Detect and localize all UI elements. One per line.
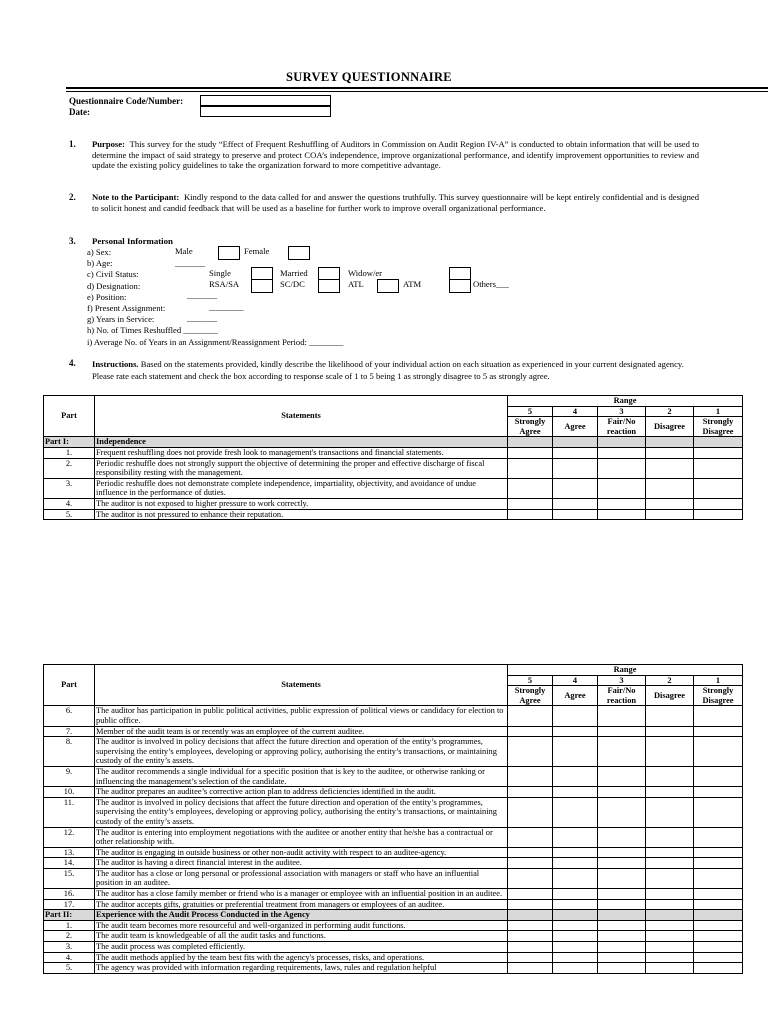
title-rule-thin	[66, 91, 768, 92]
row-number: 4.	[44, 952, 95, 963]
row-number: 15.	[44, 868, 95, 888]
rating-cell[interactable]	[508, 899, 553, 910]
rating-cell[interactable]	[598, 963, 646, 974]
rating-cell[interactable]	[508, 726, 553, 737]
rating-cell[interactable]	[508, 963, 553, 974]
rating-cell[interactable]	[598, 847, 646, 858]
rating-cell[interactable]	[553, 737, 598, 767]
scale-label-strongly-agree: Strongly Agree	[508, 417, 553, 437]
rating-cell[interactable]	[508, 952, 553, 963]
rating-cell[interactable]	[553, 766, 598, 786]
section-2-text: Kindly respond to the data called for and answer the questions truthfully. This survey questionnaire will be kept entirely confidential and is designed to solicit honest and candid feedback that will be used as a baseline for further work to improve overall organizational performance.	[92, 192, 700, 213]
row-number: 5.	[44, 509, 95, 520]
row-number: 14.	[44, 858, 95, 869]
rating-cell[interactable]	[553, 858, 598, 869]
rating-cell[interactable]	[598, 726, 646, 737]
table-row	[44, 797, 743, 827]
row-number: 12.	[44, 827, 95, 847]
female-checkbox[interactable]	[288, 246, 310, 260]
rating-cell	[553, 910, 598, 921]
rating-cell	[646, 910, 694, 921]
statement-text: The auditor is involved in policy decisions that affect the future direction and operation of the entity’s programmes, supervising the entity’s employees, developing or approving policy, authorising the entity’s transactions, or maintaining custody of the entity’s assets.	[95, 797, 508, 827]
statements-header: Statements	[95, 396, 508, 437]
rating-cell[interactable]	[694, 931, 743, 942]
row-number: 1.	[44, 447, 95, 458]
pi-item-designation: d) Designation:	[87, 280, 141, 291]
rating-cell[interactable]	[694, 868, 743, 888]
rating-cell[interactable]	[694, 858, 743, 869]
statement-text: The auditor is entering into employment negotiations with the auditee or another entity that he/she has a contractual or other relationship with.	[95, 827, 508, 847]
rating-cell	[598, 910, 646, 921]
section-3-heading: Personal Information	[92, 236, 173, 246]
scale-label-strongly-disagree: Strongly Disagree	[694, 686, 743, 706]
rating-cell[interactable]	[694, 889, 743, 900]
pi-item-years: g) Years in Service:	[87, 314, 155, 325]
table-row	[44, 931, 743, 942]
page-title: SURVEY QUESTIONNAIRE	[286, 70, 452, 84]
age-line: _______	[175, 258, 206, 268]
row-number: 3.	[44, 478, 95, 498]
rating-cell[interactable]	[598, 931, 646, 942]
rating-cell[interactable]	[598, 766, 646, 786]
section-1-purpose	[92, 139, 699, 171]
rating-cell	[694, 910, 743, 921]
rating-cell[interactable]	[508, 847, 553, 858]
rating-cell[interactable]	[553, 447, 598, 458]
rating-cell[interactable]	[646, 458, 694, 478]
table-row	[44, 458, 743, 478]
rating-cell[interactable]	[553, 920, 598, 931]
rating-cell[interactable]	[646, 942, 694, 953]
rating-cell[interactable]	[598, 509, 646, 520]
date-input[interactable]	[200, 106, 331, 117]
table-row	[44, 766, 743, 786]
rating-cell[interactable]	[598, 942, 646, 953]
row-number: 3.	[44, 942, 95, 953]
pi-item-assignment: f) Present Assignment:	[87, 303, 166, 314]
rating-cell[interactable]	[694, 478, 743, 498]
scale-label-strongly-disagree: Strongly Disagree	[694, 417, 743, 437]
row-number: 9.	[44, 766, 95, 786]
rating-cell	[598, 437, 646, 448]
rating-cell[interactable]	[646, 737, 694, 767]
rating-cell[interactable]	[598, 827, 646, 847]
part-row	[44, 910, 743, 921]
statement-text: The auditor has participation in public political activities, public expression of political views or candidacy for election to public office.	[95, 706, 508, 726]
rating-cell[interactable]	[553, 498, 598, 509]
pi-item-average: i) Average No. of Years in an Assignment/Reassignment Period: ________	[87, 336, 344, 347]
statement-text: The auditor recommends a single individual for a specific position that is key to the auditee, or otherwise ranking or influencing the management’s selection of the candidate.	[95, 766, 508, 786]
statement-text: The audit team is knowledgeable of all the audit tasks and functions.	[95, 931, 508, 942]
scale-1: 1	[694, 406, 743, 417]
statement-text: The auditor prepares an auditee’s corrective action plan to address deficiencies identified in the audit.	[95, 787, 508, 798]
rating-cell	[508, 437, 553, 448]
section-3-number: 3.	[69, 236, 76, 246]
table-row	[44, 787, 743, 798]
table-row	[44, 847, 743, 858]
statement-text: The audit team becomes more resourceful and well-organized in performing audit functions.	[95, 920, 508, 931]
section-1-number: 1.	[69, 139, 76, 149]
widow-label: Widow/er	[348, 268, 383, 278]
scdc-label: SC/DC	[280, 279, 305, 289]
table-row	[44, 726, 743, 737]
rating-cell[interactable]	[646, 726, 694, 737]
rating-cell[interactable]	[646, 963, 694, 974]
rating-cell[interactable]	[553, 931, 598, 942]
rating-cell[interactable]	[694, 797, 743, 827]
rating-cell[interactable]	[553, 706, 598, 726]
row-number: 8.	[44, 737, 95, 767]
statement-text: The auditor is involved in policy decisions that affect the future direction and operation of the entity’s programmes, supervising the entity’s employees, developing or approving policy, authorising the entity’s transactions, or maintaining custody of the entity’s assets.	[95, 737, 508, 767]
rating-cell[interactable]	[694, 458, 743, 478]
section-1-text: This survey for the study “Effect of Frequent Reshuffling of Auditors in Commission on Audit Region IV-A” is conducted to obtain information that will be used to determine the impact of said strategy to preserve and protect COA’s independence, improve organizational performance, and identify improvement opportunities to review and update the existing policy guidelines to take the organization forward to more competitive advantage.	[92, 139, 699, 170]
table-row	[44, 963, 743, 974]
survey-table-2	[43, 664, 743, 974]
statement-text: The auditor has a close family member or friend who is a manager or employee with an influential position in an auditee.	[95, 889, 508, 900]
rating-cell[interactable]	[553, 952, 598, 963]
rating-cell[interactable]	[598, 868, 646, 888]
rating-cell[interactable]	[694, 952, 743, 963]
rating-cell[interactable]	[694, 509, 743, 520]
scale-2: 2	[646, 675, 694, 686]
section-4-number: 4.	[69, 358, 76, 368]
scale-5: 5	[508, 675, 553, 686]
rating-cell[interactable]	[553, 787, 598, 798]
rating-cell[interactable]	[508, 868, 553, 888]
position-line: _______	[187, 290, 218, 300]
rating-cell[interactable]	[694, 706, 743, 726]
rating-cell[interactable]	[553, 458, 598, 478]
row-number: 16.	[44, 889, 95, 900]
rating-cell[interactable]	[694, 498, 743, 509]
title-rule	[66, 87, 768, 89]
rating-cell[interactable]	[646, 952, 694, 963]
rating-cell[interactable]	[646, 706, 694, 726]
rating-cell[interactable]	[646, 847, 694, 858]
statement-text: Member of the audit team is or recently was an employee of the current auditee.	[95, 726, 508, 737]
rating-cell[interactable]	[694, 726, 743, 737]
rating-cell[interactable]	[598, 920, 646, 931]
statement-text: Periodic reshuffle does not demonstrate complete independence, impartiality, objectivity, and avoidance of undue influence in the performance of duties.	[95, 478, 508, 498]
female-label: Female	[244, 246, 270, 256]
rating-cell	[553, 437, 598, 448]
rating-cell[interactable]	[598, 706, 646, 726]
pi-item-civil: c) Civil Status:	[87, 269, 139, 280]
range-header: Range	[508, 396, 743, 407]
row-number: 4.	[44, 498, 95, 509]
rating-cell[interactable]	[553, 963, 598, 974]
rating-cell[interactable]	[553, 868, 598, 888]
rating-cell[interactable]	[646, 827, 694, 847]
table-row	[44, 920, 743, 931]
table-row	[44, 498, 743, 509]
assignment-line: ________	[209, 302, 244, 312]
range-header: Range	[508, 665, 743, 676]
rating-cell[interactable]	[553, 889, 598, 900]
table-row	[44, 889, 743, 900]
statement-text: Periodic reshuffle does not strongly support the objective of determining the proper and effective discharge of fiscal responsibility resting with the management.	[95, 458, 508, 478]
rating-cell[interactable]	[598, 458, 646, 478]
rating-cell[interactable]	[646, 931, 694, 942]
male-label: Male	[175, 246, 193, 256]
row-number: 13.	[44, 847, 95, 858]
scale-label-strongly-agree: Strongly Agree	[508, 686, 553, 706]
scale-label-fair: Fair/No reaction	[598, 686, 646, 706]
pi-item-age: b) Age:	[87, 258, 113, 269]
statement-text: The auditor is engaging in outside business or other non-audit activity with respect to an auditee-agency.	[95, 847, 508, 858]
rating-cell[interactable]	[646, 787, 694, 798]
rating-cell[interactable]	[694, 827, 743, 847]
table-row	[44, 509, 743, 520]
rating-cell[interactable]	[598, 797, 646, 827]
scale-5: 5	[508, 406, 553, 417]
rating-cell[interactable]	[598, 478, 646, 498]
table-row	[44, 858, 743, 869]
rating-cell[interactable]	[694, 447, 743, 458]
scale-label-disagree: Disagree	[646, 686, 694, 706]
single-label: Single	[209, 268, 231, 278]
rating-cell[interactable]	[508, 889, 553, 900]
section-1-heading: Purpose:	[92, 139, 125, 149]
row-number: Part II:	[44, 910, 95, 921]
rating-cell[interactable]	[694, 766, 743, 786]
row-number: 7.	[44, 726, 95, 737]
table-row	[44, 942, 743, 953]
rating-cell[interactable]	[553, 797, 598, 827]
scale-3: 3	[598, 406, 646, 417]
rating-cell[interactable]	[646, 920, 694, 931]
married-label: Married	[280, 268, 308, 278]
statement-text: The agency was provided with information regarding requirements, laws, rules and regulation helpful	[95, 963, 508, 974]
rating-cell[interactable]	[598, 737, 646, 767]
rating-cell[interactable]	[508, 920, 553, 931]
rating-cell[interactable]	[646, 797, 694, 827]
rating-cell[interactable]	[694, 847, 743, 858]
section-4-text: Based on the statements provided, kindly describe the likelihood of your individual action on each situation as experienced in your current designated agency. Please rate each statement and check the box according to response scale of 1 to 5 being 1 as strongly disagree to 5 as strongly agree.	[92, 359, 684, 381]
rating-cell[interactable]	[598, 889, 646, 900]
part-title: Experience with the Audit Process Conducted in the Agency	[95, 910, 508, 921]
rating-cell[interactable]	[508, 447, 553, 458]
rating-cell[interactable]	[508, 797, 553, 827]
part-header: Part	[44, 396, 95, 437]
rating-cell[interactable]	[646, 447, 694, 458]
row-number: Part I:	[44, 437, 95, 448]
scale-label-fair: Fair/No reaction	[598, 417, 646, 437]
pi-item-reshuffled: h) No. of Times Reshuffled ________	[87, 325, 218, 336]
date-label: Date:	[69, 107, 90, 117]
others-label: Others___	[473, 279, 509, 289]
scale-2: 2	[646, 406, 694, 417]
survey-table-1	[43, 395, 743, 520]
row-number: 6.	[44, 706, 95, 726]
section-2-number: 2.	[69, 192, 76, 202]
statement-text: The auditor accepts gifts, gratuities or preferential treatment from managers or employees of an auditee.	[95, 899, 508, 910]
rating-cell[interactable]	[646, 766, 694, 786]
rating-cell	[646, 437, 694, 448]
atm-label: ATM	[403, 279, 422, 289]
rating-cell[interactable]	[694, 920, 743, 931]
rating-cell[interactable]	[646, 889, 694, 900]
part-row	[44, 437, 743, 448]
atl-label: ATL	[348, 279, 364, 289]
row-number: 11.	[44, 797, 95, 827]
scale-3: 3	[598, 675, 646, 686]
rating-cell[interactable]	[646, 509, 694, 520]
rating-cell[interactable]	[508, 737, 553, 767]
rating-cell[interactable]	[508, 858, 553, 869]
statement-text: The auditor is having a direct financial interest in the auditee.	[95, 858, 508, 869]
rating-cell[interactable]	[646, 858, 694, 869]
scale-label-disagree: Disagree	[646, 417, 694, 437]
rating-cell[interactable]	[694, 942, 743, 953]
rating-cell[interactable]	[508, 827, 553, 847]
statements-header: Statements	[95, 665, 508, 706]
rating-cell[interactable]	[553, 509, 598, 520]
scale-label-agree: Agree	[553, 417, 598, 437]
rating-cell[interactable]	[553, 827, 598, 847]
row-number: 1.	[44, 920, 95, 931]
rating-cell[interactable]	[508, 478, 553, 498]
rating-cell[interactable]	[646, 498, 694, 509]
rating-cell[interactable]	[598, 899, 646, 910]
table-row	[44, 952, 743, 963]
rating-cell[interactable]	[508, 458, 553, 478]
rating-cell[interactable]	[553, 942, 598, 953]
rating-cell[interactable]	[508, 509, 553, 520]
table-row	[44, 827, 743, 847]
row-number: 10.	[44, 787, 95, 798]
rating-cell[interactable]	[508, 498, 553, 509]
section-4-heading: Instructions.	[92, 359, 139, 369]
rating-cell[interactable]	[553, 726, 598, 737]
rating-cell[interactable]	[598, 952, 646, 963]
rating-cell[interactable]	[598, 858, 646, 869]
rating-cell[interactable]	[508, 942, 553, 953]
statement-text: The auditor is not exposed to higher pressure to work correctly.	[95, 498, 508, 509]
part-header: Part	[44, 665, 95, 706]
row-number: 5.	[44, 963, 95, 974]
atl-checkbox[interactable]	[377, 279, 399, 293]
rating-cell[interactable]	[598, 787, 646, 798]
scale-4: 4	[553, 406, 598, 417]
table-row	[44, 447, 743, 458]
table-row	[44, 868, 743, 888]
part-title: Independence	[95, 437, 508, 448]
rating-cell[interactable]	[694, 963, 743, 974]
rsa-label: RSA/SA	[209, 279, 240, 289]
atm-checkbox[interactable]	[449, 279, 471, 293]
rating-cell[interactable]	[508, 766, 553, 786]
row-number: 2.	[44, 931, 95, 942]
rsa-checkbox[interactable]	[251, 279, 273, 293]
section-2-heading: Note to the Participant:	[92, 192, 180, 202]
scdc-checkbox[interactable]	[318, 279, 340, 293]
table-row	[44, 737, 743, 767]
rating-cell	[694, 437, 743, 448]
table-row	[44, 706, 743, 726]
rating-cell[interactable]	[553, 847, 598, 858]
scale-4: 4	[553, 675, 598, 686]
pi-item-sex: a) Sex:	[87, 247, 112, 257]
years-line: _______	[187, 313, 218, 323]
rating-cell	[508, 910, 553, 921]
section-4-instructions	[92, 358, 699, 382]
rating-cell[interactable]	[508, 787, 553, 798]
rating-cell[interactable]	[553, 478, 598, 498]
rating-cell[interactable]	[694, 899, 743, 910]
pi-item-position: e) Position:	[87, 291, 127, 302]
rating-cell[interactable]	[553, 899, 598, 910]
row-number: 17.	[44, 899, 95, 910]
scale-label-agree: Agree	[553, 686, 598, 706]
rating-cell[interactable]	[646, 868, 694, 888]
rating-cell[interactable]	[694, 787, 743, 798]
rating-cell[interactable]	[508, 931, 553, 942]
section-2-note	[92, 192, 699, 213]
rating-cell[interactable]	[508, 706, 553, 726]
rating-cell[interactable]	[598, 447, 646, 458]
male-checkbox[interactable]	[218, 246, 240, 260]
statement-text: The auditor is not pressured to enhance their reputation.	[95, 509, 508, 520]
row-number: 2.	[44, 458, 95, 478]
statement-text: The audit process was completed efficiently.	[95, 942, 508, 953]
rating-cell[interactable]	[646, 899, 694, 910]
scale-1: 1	[694, 675, 743, 686]
table-row	[44, 478, 743, 498]
statement-text: Frequent reshuffling does not provide fresh look to management's transactions and financial statements.	[95, 447, 508, 458]
code-label: Questionnaire Code/Number:	[69, 96, 184, 106]
statement-text: The auditor has a close or long personal or professional association with managers or staff who have an influential position in an auditee.	[95, 868, 508, 888]
table-row	[44, 899, 743, 910]
rating-cell[interactable]	[598, 498, 646, 509]
statement-text: The audit methods applied by the team best fits with the agency's processes, risks, and operations.	[95, 952, 508, 963]
rating-cell[interactable]	[646, 478, 694, 498]
code-input[interactable]	[200, 95, 331, 106]
rating-cell[interactable]	[694, 737, 743, 767]
